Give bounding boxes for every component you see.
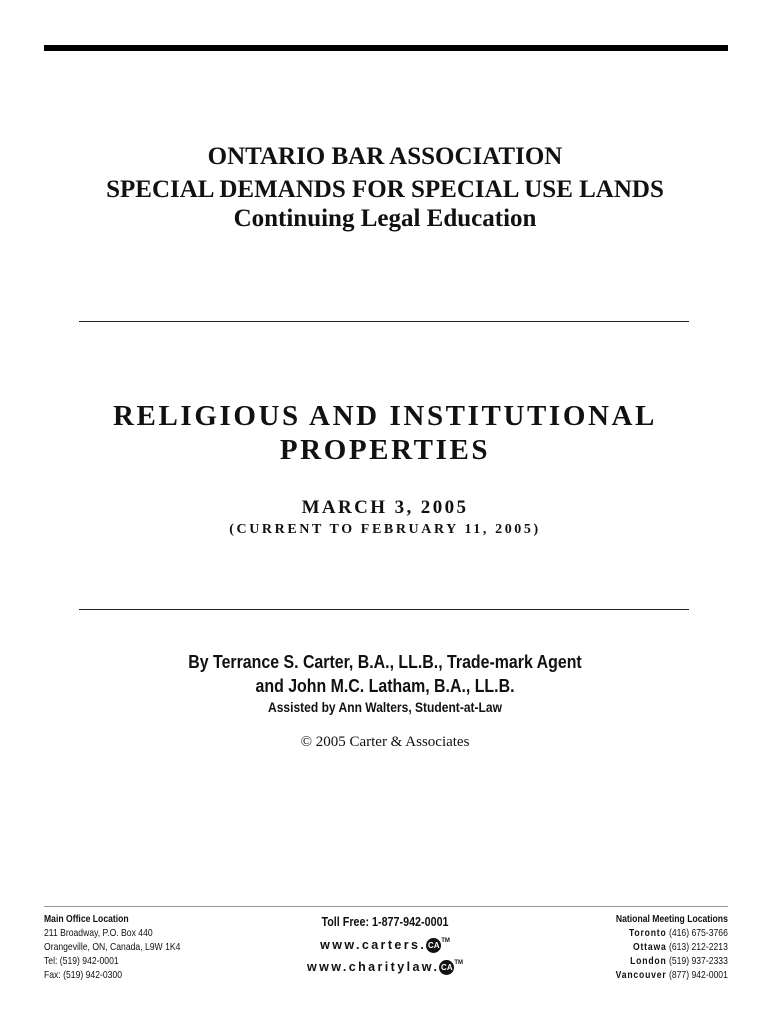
main-office-block bbox=[44, 912, 180, 982]
location-toronto: Toronto (416) 675-3766 bbox=[629, 927, 728, 939]
divider-lower bbox=[79, 609, 689, 610]
location-ottawa: Ottawa (613) 212-2213 bbox=[633, 941, 728, 953]
cle-heading: Continuing Legal Education bbox=[233, 205, 537, 232]
ca-logo-icon: CA bbox=[426, 938, 441, 953]
top-rule bbox=[44, 45, 728, 51]
office-address-line2: Orangeville, ON, Canada, L9W 1K4 bbox=[44, 941, 181, 953]
divider-upper bbox=[79, 321, 689, 322]
current-to-date: (CURRENT TO FEBRUARY 11, 2005) bbox=[229, 522, 541, 537]
charitylaw-url: www.charitylaw. bbox=[307, 960, 440, 974]
toll-free-number: Toll Free: 1-877-942-0001 bbox=[321, 915, 449, 929]
footer-rule bbox=[44, 906, 728, 907]
location-london: London (519) 937-2333 bbox=[630, 955, 728, 967]
organization-heading: ONTARIO BAR ASSOCIATION bbox=[207, 143, 563, 170]
trademark-mark: TM bbox=[454, 960, 463, 966]
office-fax: Fax: (519) 942-0300 bbox=[44, 969, 123, 981]
charitylaw-website-link[interactable] bbox=[290, 960, 480, 975]
main-office-heading: Main Office Location bbox=[44, 913, 129, 925]
document-title-line2: PROPERTIES bbox=[279, 434, 491, 466]
program-heading: SPECIAL DEMANDS FOR SPECIAL USE LANDS bbox=[106, 176, 664, 203]
copyright-notice: © 2005 Carter & Associates bbox=[300, 734, 470, 750]
national-locations-block bbox=[616, 912, 728, 982]
carters-website-link[interactable] bbox=[290, 938, 480, 953]
document-title-line1: RELIGIOUS AND INSTITUTIONAL bbox=[113, 400, 657, 432]
ca-logo-icon: CA bbox=[439, 960, 454, 975]
author-line-2: and John M.C. Latham, B.A., LL.B. bbox=[255, 675, 515, 696]
assisted-by: Assisted by Ann Walters, Student-at-Law bbox=[268, 699, 502, 715]
national-locations-heading: National Meeting Locations bbox=[616, 913, 728, 925]
author-line-1: By Terrance S. Carter, B.A., LL.B., Trade-mark Agent bbox=[188, 651, 582, 672]
trademark-mark: TM bbox=[441, 938, 450, 944]
location-vancouver: Vancouver (877) 942-0001 bbox=[615, 969, 728, 981]
office-telephone: Tel: (519) 942-0001 bbox=[44, 955, 119, 967]
presentation-date: MARCH 3, 2005 bbox=[301, 497, 469, 518]
carters-url: www.carters. bbox=[320, 938, 427, 952]
office-address-line1: 211 Broadway, P.O. Box 440 bbox=[44, 927, 153, 939]
